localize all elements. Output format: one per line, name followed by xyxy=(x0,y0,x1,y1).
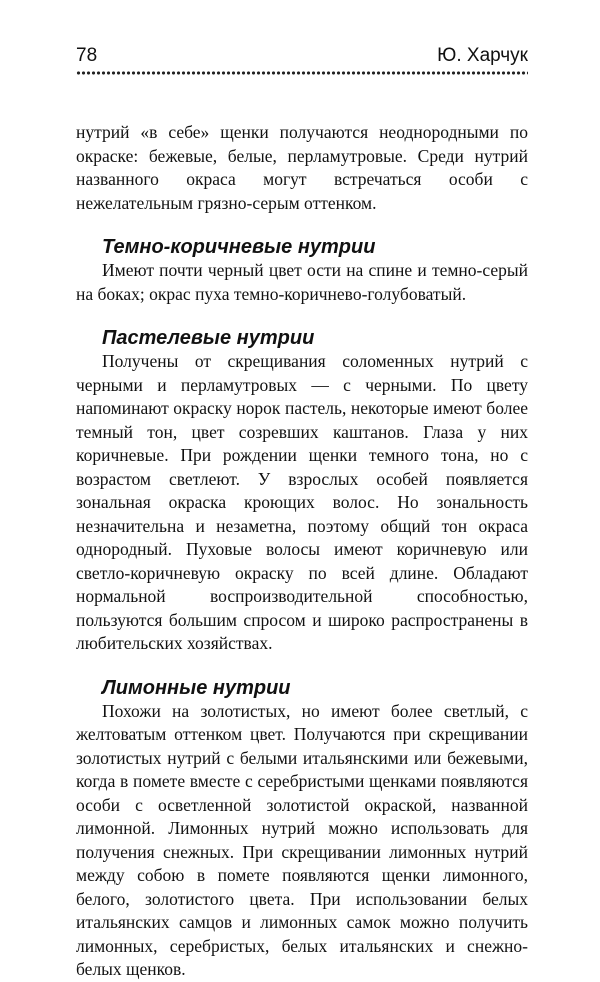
section-heading-dark-brown: Темно-коричневые нутрии xyxy=(102,236,376,258)
intro-paragraph: нутрий «в себе» щенки получаются неоднородными по окраске: бежевые, белые, перламутровые. Среди нутрий названного окраса могут встречаться особи с нежелательным грязно-серым оттенком. xyxy=(76,122,528,213)
header-rule xyxy=(76,70,528,76)
section-heading-lemon: Лимонные нутрии xyxy=(102,676,291,699)
page-header xyxy=(76,44,528,68)
section-text-lemon: Похожи на золотистых, но имеют более светлый, с желтоватым оттенком цвет. Получаются при скрещивании золотистых нутрий с белыми итальянскими или бежевыми, когда в помете вместе с серебристыми щенками появляются особи с осветленной золотистой окраской, названной лимонной. Лимонных нутрий можно использовать для получения снежных. При скрещивании лимонных нутрий между собою в помете появляются щенки лимонного, белого, золотистого цвета. При использовании белых итальянских самцов и лимонных самок можно получить лимонных, серебристых, белых итальянских и снежно-белых щенков. xyxy=(76,700,528,979)
running-head: Ю. Харчук xyxy=(437,45,528,66)
page-number: 78 xyxy=(76,45,98,66)
section-text-dark-brown: Имеют почти черный цвет ости на спине и темно-серый на боках; окрас пуха темно-коричнево-голубоватый. xyxy=(76,260,528,304)
section-text-pastel: Получены от скрещивания соломенных нутрий с черными и перламутровых — с черными. По цвету напоминают окраску норок пастель, некоторые имеют более темный тон, цвет созревших каштанов. Глаза у них коричневые. При рождении щенки темного тона, но с возрастом светлеют. У взрослых особей появляется зональная окраска кроющих волос. Но зональность незначительна и незаметна, поэтому общий тон окраса однородный. Пуховые волосы имеют коричневую или светло-коричневую окраску по всей длине. Обладают нормальной воспроизводительной способностью, пользуются большим спросом и широко распространены в любительских хозяйствах. xyxy=(76,351,528,653)
section-heading-pastel: Пастелевые нутрии xyxy=(102,327,315,349)
page-content xyxy=(76,121,528,982)
